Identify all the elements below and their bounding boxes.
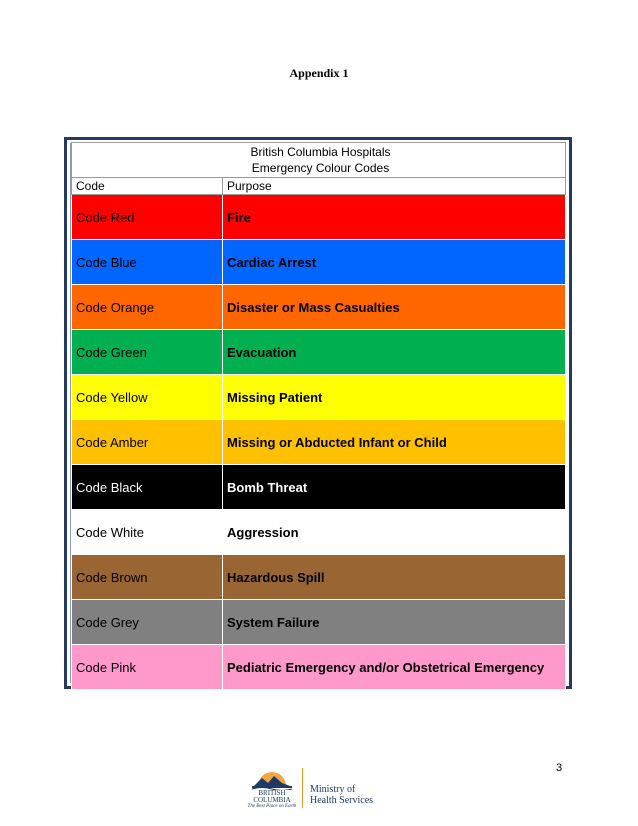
page-number: 3 xyxy=(556,762,563,774)
table-row xyxy=(72,375,566,420)
footer-logo xyxy=(244,764,384,812)
page-heading: Appendix 1 xyxy=(289,66,349,80)
table-row xyxy=(72,645,566,690)
table-title xyxy=(72,143,566,178)
bc-wordmark xyxy=(244,790,300,804)
table-row xyxy=(72,420,566,465)
table-title-line2: Emergency Colour Codes xyxy=(251,161,390,175)
column-header-purpose: Purpose xyxy=(223,178,566,195)
code-cell: Code Orange xyxy=(72,285,223,330)
code-cell: Code Blue xyxy=(72,240,223,285)
code-cell: Code Amber xyxy=(72,420,223,465)
table-row xyxy=(72,555,566,600)
code-cell: Code Green xyxy=(72,330,223,375)
table-row xyxy=(72,195,566,240)
ministry-line1: Ministry of xyxy=(310,784,356,795)
code-cell: Code Black xyxy=(72,465,223,510)
purpose-cell: Missing Patient xyxy=(223,375,566,420)
table-header-row xyxy=(72,178,566,195)
colour-codes-table xyxy=(71,142,566,690)
table-row xyxy=(72,240,566,285)
purpose-cell: Fire xyxy=(223,195,566,240)
table-row xyxy=(72,510,566,555)
code-cell: Code Red xyxy=(72,195,223,240)
purpose-cell: Cardiac Arrest xyxy=(223,240,566,285)
code-cell: Code Yellow xyxy=(72,375,223,420)
purpose-cell: System Failure xyxy=(223,600,566,645)
bc-wordmark-line1: BRITISH xyxy=(258,789,286,797)
purpose-cell: Disaster or Mass Casualties xyxy=(223,285,566,330)
bc-sun-logo-icon xyxy=(244,764,300,790)
purpose-cell: Evacuation xyxy=(223,330,566,375)
logo-divider xyxy=(302,768,303,808)
code-cell: Code Brown xyxy=(72,555,223,600)
table-row xyxy=(72,600,566,645)
code-cell: Code Pink xyxy=(72,645,223,690)
purpose-cell: Aggression xyxy=(223,510,566,555)
table-row xyxy=(72,285,566,330)
table-row xyxy=(72,465,566,510)
purpose-cell: Hazardous Spill xyxy=(223,555,566,600)
bc-wordmark-line2: COLUMBIA xyxy=(253,796,291,804)
column-header-code: Code xyxy=(72,178,223,195)
code-cell: Code Grey xyxy=(72,600,223,645)
table-title-line1: British Columbia Hospitals xyxy=(250,145,391,159)
purpose-cell: Missing or Abducted Infant or Child xyxy=(223,420,566,465)
purpose-cell: Bomb Threat xyxy=(223,465,566,510)
table-row xyxy=(72,330,566,375)
table-body xyxy=(72,195,566,690)
bc-tagline: The Best Place on Earth xyxy=(247,804,297,809)
purpose-cell: Pediatric Emergency and/or Obstetrical Emergency xyxy=(223,645,566,690)
code-cell: Code White xyxy=(72,510,223,555)
ministry-name xyxy=(310,784,373,806)
ministry-line2: Health Services xyxy=(310,795,374,806)
